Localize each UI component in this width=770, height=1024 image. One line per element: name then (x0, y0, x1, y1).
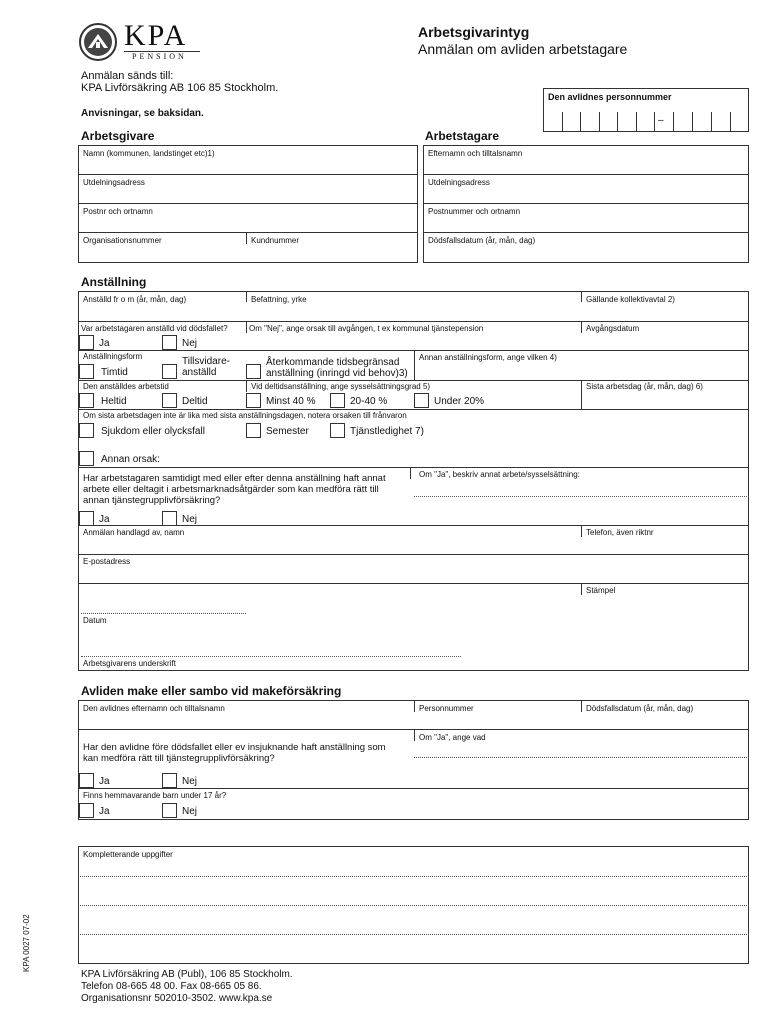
anstallningsform-label: Anställningsform (83, 352, 143, 361)
barn-ja-checkbox[interactable] (79, 803, 94, 818)
timtid-label: Timtid (101, 367, 128, 378)
minst40-label: Minst 40 % (266, 396, 316, 407)
annat-arbete-question: Har arbetstagaren samtidigt med eller efter denna anställning haft annat arbete eller deltagit i arbetsmarknadsåtgärder som kan medföra rätt till annan tjänstegrupplivförsäkring? (83, 473, 386, 506)
send-to-label: Anmälan sänds till: (81, 70, 174, 82)
arbetstagare-namn-field[interactable]: Efternamn och tilltalsnamn (428, 149, 523, 158)
logo-name: KPA (124, 19, 188, 52)
underskrift-field[interactable]: Arbetsgivarens underskrift (83, 659, 176, 668)
aterkommande-label-2: anställning (inringd vid behov)3) (266, 368, 408, 379)
arbetstagare-adress-field[interactable]: Utdelningsadress (428, 178, 490, 187)
make-dodsfallsdatum-field[interactable]: Dödsfallsdatum (år, mån, dag) (586, 704, 694, 713)
arbetsgivare-namn-field[interactable]: Namn (kommunen, landstinget etc)1) (83, 149, 215, 158)
barn-question: Finns hemmavarande barn under 17 år? (83, 791, 227, 800)
form-code: KPA 0027 07-02 (22, 914, 31, 972)
under20-label: Under 20% (434, 396, 485, 407)
annan-orsak-checkbox[interactable] (79, 451, 94, 466)
arbetstagare-dod-field[interactable]: Dödsfallsdatum (år, mån, dag) (428, 236, 536, 245)
datum-field[interactable]: Datum (83, 616, 107, 625)
anstalld-ja-checkbox[interactable] (79, 335, 94, 350)
timtid-checkbox[interactable] (79, 364, 94, 379)
tillsvidare-label-1: Tillsvidare- (182, 356, 230, 367)
heltid-checkbox[interactable] (79, 393, 94, 408)
annat-arbete-ja-checkbox[interactable] (79, 511, 94, 526)
minst40-checkbox[interactable] (246, 393, 261, 408)
form-title: Arbetsgivarintyg (418, 24, 530, 40)
arbetstid-label: Den anställdes arbetstid (83, 382, 169, 391)
make-anstallning-question: Har den avlidne före dödsfallet eller ev insjuknande haft anställning som kan medföra rätt till tjänstegrupplivförsäkring? (83, 742, 386, 764)
anstalld-vid-question: Var arbetstagaren anställd vid dödsfallet? (81, 324, 228, 333)
kollektivavtal-field[interactable]: Gällande kollektivavtal 2) (586, 295, 675, 304)
make-ja-label: Ja (99, 776, 110, 787)
aterkommande-label-1: Återkommande tidsbegränsad (266, 357, 400, 368)
arbetsgivare-orgnr-field[interactable]: Organisationsnummer (83, 236, 162, 245)
semester-label: Semester (266, 426, 309, 437)
deltid-label: Deltid (182, 396, 208, 407)
annan-anstallningsform-field[interactable]: Annan anställningsform, ange vilken 4) (419, 353, 557, 362)
arbetstagare-postnr-field[interactable]: Postnummer och ortnamn (428, 207, 521, 216)
make-om-ja-field[interactable]: Om "Ja", ange vad (419, 733, 486, 742)
arbetsgivare-heading: Arbetsgivare (81, 129, 155, 143)
arbetsgivare-postnr-field[interactable]: Postnr och ortnamn (83, 207, 153, 216)
anstalld-ja-label: Ja (99, 338, 110, 349)
make-nej-label: Nej (182, 776, 198, 787)
tjanstledighet-checkbox[interactable] (330, 423, 345, 438)
om-nej-orsak-field[interactable]: Om "Nej", ange orsak till avgången, t ex kommunal tjänstepension (249, 324, 484, 333)
epost-field[interactable]: E-postadress (83, 557, 131, 566)
anstalld-from-field[interactable]: Anställd fr o m (år, mån, dag) (83, 295, 187, 304)
barn-ja-label: Ja (99, 806, 110, 817)
form-subtitle: Anmälan om avliden arbetstagare (418, 41, 628, 57)
anstalld-nej-checkbox[interactable] (162, 335, 177, 350)
tillsvidare-label-2: anställd (182, 367, 217, 378)
p2040-checkbox[interactable] (330, 393, 345, 408)
footer-line-2: Telefon 08-665 48 00. Fax 08-665 05 86. (81, 981, 262, 992)
sjukdom-checkbox[interactable] (79, 423, 94, 438)
franvaro-orsak-label: Om sista arbetsdagen inte är lika med sista anställningsdagen, notera orsaken till frånvaron (83, 411, 407, 420)
barn-nej-checkbox[interactable] (162, 803, 177, 818)
logo-sub: PENSION (132, 52, 187, 61)
barn-nej-label: Nej (182, 806, 198, 817)
arbetsgivare-kundnr-field[interactable]: Kundnummer (251, 236, 300, 245)
p2040-label: 20-40 % (350, 396, 388, 407)
anstallning-heading: Anställning (81, 275, 147, 289)
tillsvidare-checkbox[interactable] (162, 364, 177, 379)
sjukdom-label: Sjukdom eller olycksfall (101, 426, 205, 437)
send-to-address: KPA Livförsäkring AB 106 85 Stockholm. (81, 82, 279, 94)
sysselsattningsgrad-label: Vid deltidsanställning, ange sysselsättningsgrad 5) (251, 382, 431, 391)
anstalld-nej-label: Nej (182, 338, 198, 349)
handlagd-av-field[interactable]: Anmälan handlagd av, namn (83, 528, 185, 537)
stampel-area[interactable]: Stämpel (586, 586, 616, 595)
annat-arbete-ja-label: Ja (99, 514, 110, 525)
aterkommande-checkbox[interactable] (246, 364, 261, 379)
make-namn-field[interactable]: Den avlidnes efternamn och tilltalsnamn (83, 704, 225, 713)
make-ja-checkbox[interactable] (79, 773, 94, 788)
kpa-seal-icon (78, 22, 118, 62)
befattning-field[interactable]: Befattning, yrke (251, 295, 307, 304)
footer-line-1: KPA Livförsäkring AB (Publ), 106 85 Stockholm. (81, 969, 293, 980)
instructions-note: Anvisningar, se baksidan. (81, 108, 204, 119)
make-nej-checkbox[interactable] (162, 773, 177, 788)
semester-checkbox[interactable] (246, 423, 261, 438)
om-ja-beskriv-field[interactable]: Om "Ja", beskriv annat arbete/sysselsättning: (419, 470, 580, 479)
tjanstledighet-label: Tjänstledighet 7) (350, 426, 424, 437)
telefon-field[interactable]: Telefon, även riktnr (586, 528, 654, 537)
personnummer-label: Den avlidnes personnummer (548, 92, 672, 102)
arbetstagare-heading: Arbetstagare (425, 129, 500, 143)
personnummer-dash: – (658, 115, 664, 126)
under20-checkbox[interactable] (414, 393, 429, 408)
annat-arbete-nej-label: Nej (182, 514, 198, 525)
avgangsdatum-field[interactable]: Avgångsdatum (586, 324, 640, 333)
kompletterande-label: Kompletterande uppgifter (83, 850, 173, 859)
annan-orsak-label: Annan orsak: (101, 454, 160, 465)
heltid-label: Heltid (101, 396, 127, 407)
make-heading: Avliden make eller sambo vid makeförsäkring (81, 684, 342, 698)
footer-line-3: Organisationsnr 502010-3502. www.kpa.se (81, 993, 273, 1004)
annat-arbete-nej-checkbox[interactable] (162, 511, 177, 526)
make-personnummer-field[interactable]: Personnummer (419, 704, 474, 713)
deltid-checkbox[interactable] (162, 393, 177, 408)
kpa-logo (78, 19, 203, 62)
sista-arbetsdag-field[interactable]: Sista arbetsdag (år, mån, dag) 6) (586, 382, 703, 391)
arbetsgivare-adress-field[interactable]: Utdelningsadress (83, 178, 145, 187)
